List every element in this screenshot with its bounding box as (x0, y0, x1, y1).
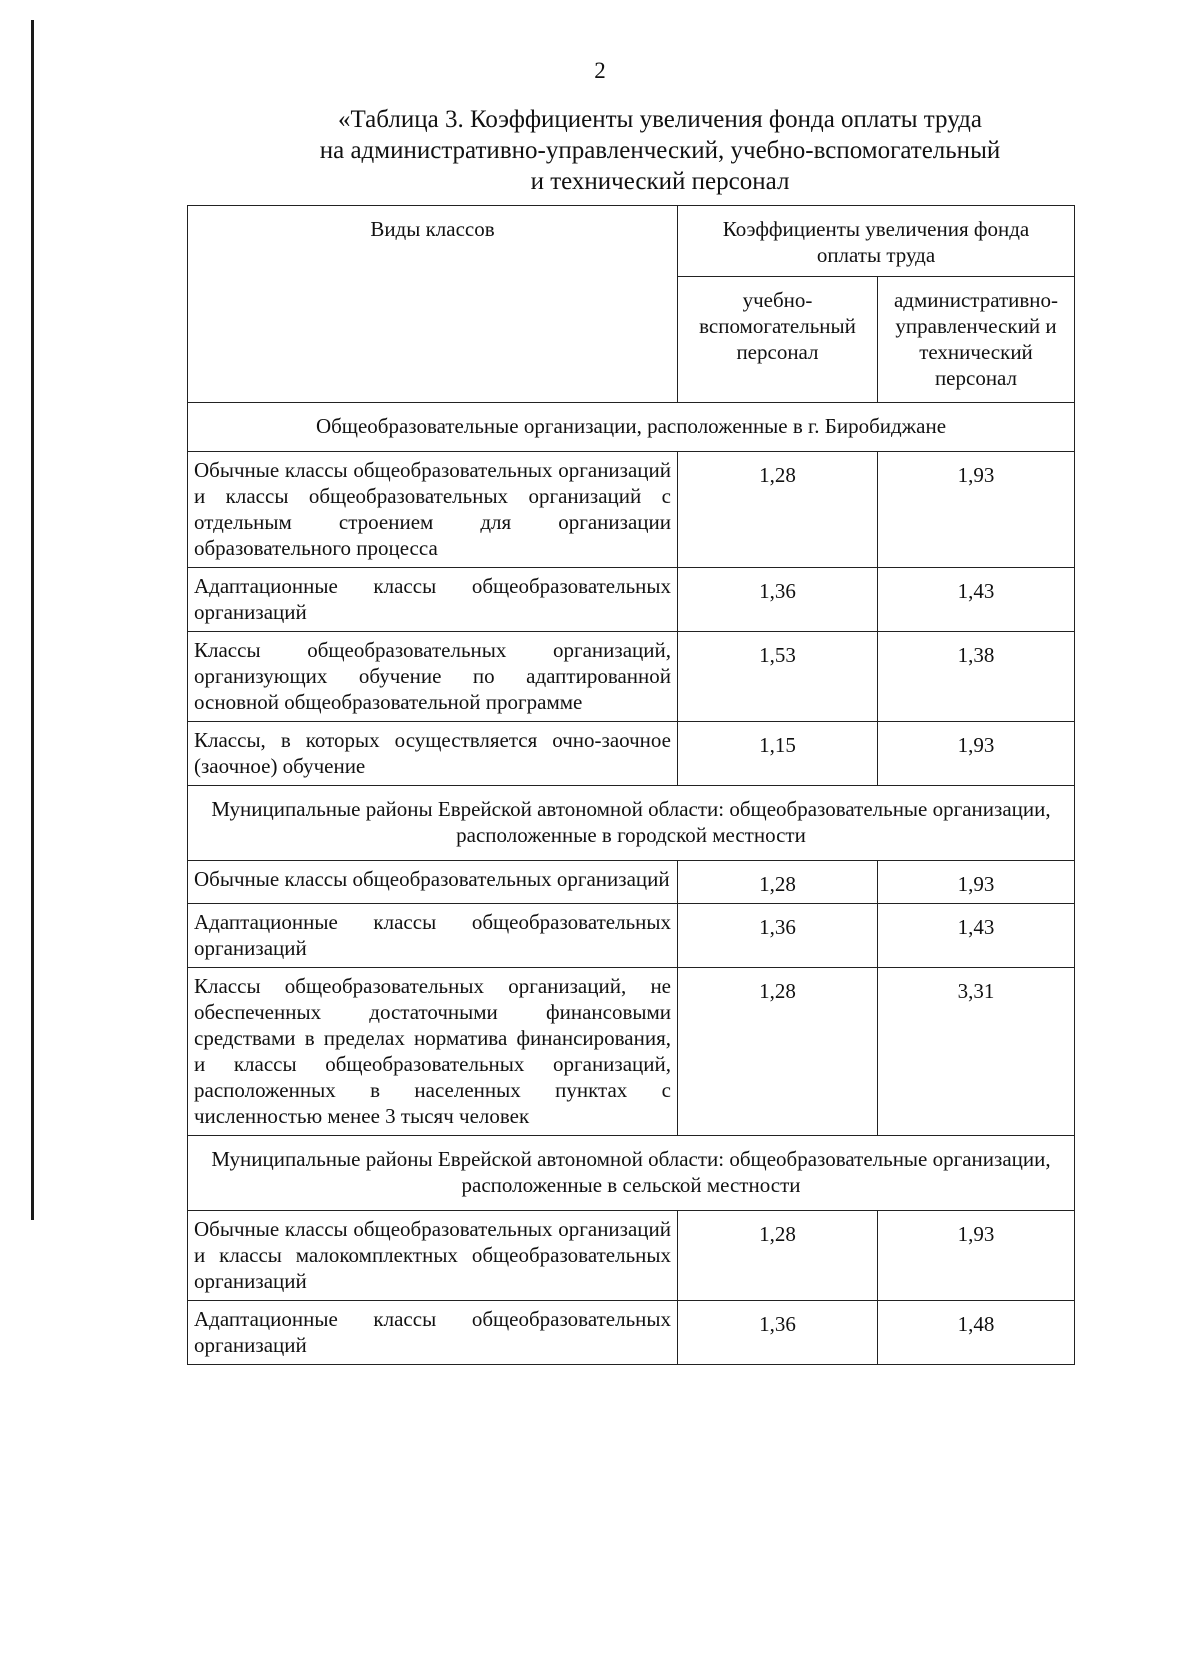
admin-coefficient-cell: 1,48 (878, 1301, 1075, 1365)
header-class-types: Виды классов (188, 206, 678, 403)
table-title (240, 104, 1080, 197)
header-coefficients-group: Коэффициенты увеличения фонда оплаты труда (678, 206, 1075, 277)
class-type-cell: Обычные классы общеобразовательных организаций и классы общеобразовательных организаций с отдельным строением для организации образовательного процесса (188, 452, 678, 568)
table-row (188, 452, 1075, 568)
table-row (188, 568, 1075, 632)
class-type-cell: Обычные классы общеобразовательных организаций (188, 861, 678, 904)
auxiliary-coefficient-cell: 1,28 (678, 452, 878, 568)
auxiliary-coefficient-cell: 1,53 (678, 632, 878, 722)
table-row (188, 968, 1075, 1136)
table-body (188, 403, 1075, 1365)
admin-coefficient-cell: 1,43 (878, 568, 1075, 632)
section-title: Общеобразовательные организации, расположенные в г. Биробиджане (188, 403, 1075, 452)
admin-coefficient-cell: 3,31 (878, 968, 1075, 1136)
header-row (188, 206, 1075, 277)
table-row (188, 904, 1075, 968)
class-type-cell: Классы общеобразовательных организаций, не обеспеченных достаточными финансовыми средствами в пределах норматива финансирования, и классы общеобразовательных организаций, расположенных в населенных пунктах с численностью менее 3 тысяч человек (188, 968, 678, 1136)
class-type-cell: Классы общеобразовательных организаций, организующих обучение по адаптированной основной общеобразовательной программе (188, 632, 678, 722)
class-type-cell: Классы, в которых осуществляется очно-заочное (заочное) обучение (188, 722, 678, 786)
section-title: Муниципальные районы Еврейской автономной области: общеобразовательные организации, расположенные в городской местности (188, 786, 1075, 861)
admin-coefficient-cell: 1,93 (878, 1211, 1075, 1301)
table-row (188, 632, 1075, 722)
title-line: на административно-управленческий, учебно-вспомогательный (319, 137, 1001, 164)
class-type-cell: Адаптационные классы общеобразовательных организаций (188, 568, 678, 632)
admin-coefficient-cell: 1,93 (878, 722, 1075, 786)
section-row (188, 403, 1075, 452)
section-title: Муниципальные районы Еврейской автономной области: общеобразовательные организации, расположенные в сельской местности (188, 1136, 1075, 1211)
auxiliary-coefficient-cell: 1,36 (678, 904, 878, 968)
class-type-cell: Обычные классы общеобразовательных организаций и классы малокомплектных общеобразовательных организаций (188, 1211, 678, 1301)
coefficients-table (187, 205, 1075, 1365)
auxiliary-coefficient-cell: 1,36 (678, 1301, 878, 1365)
table-row (188, 861, 1075, 904)
admin-coefficient-cell: 1,93 (878, 861, 1075, 904)
header-auxiliary-staff: учебно-вспомогательный персонал (678, 276, 878, 402)
auxiliary-coefficient-cell: 1,28 (678, 1211, 878, 1301)
margin-line (31, 20, 34, 1220)
table-row (188, 722, 1075, 786)
header-admin-technical-staff: административно-управленческий и технический персонал (878, 276, 1075, 402)
auxiliary-coefficient-cell: 1,15 (678, 722, 878, 786)
auxiliary-coefficient-cell: 1,28 (678, 968, 878, 1136)
section-row (188, 786, 1075, 861)
admin-coefficient-cell: 1,43 (878, 904, 1075, 968)
table-row (188, 1301, 1075, 1365)
section-row (188, 1136, 1075, 1211)
coefficients-table-wrapper (187, 205, 1074, 1365)
class-type-cell: Адаптационные классы общеобразовательных организаций (188, 904, 678, 968)
class-type-cell: Адаптационные классы общеобразовательных организаций (188, 1301, 678, 1365)
admin-coefficient-cell: 1,38 (878, 632, 1075, 722)
auxiliary-coefficient-cell: 1,36 (678, 568, 878, 632)
page-number: 2 (594, 58, 606, 83)
title-line: «Таблица 3. Коэффициенты увеличения фонда оплаты труда (338, 106, 982, 133)
admin-coefficient-cell: 1,93 (878, 452, 1075, 568)
title-line: и технический персонал (530, 168, 790, 195)
auxiliary-coefficient-cell: 1,28 (678, 861, 878, 904)
table-row (188, 1211, 1075, 1301)
